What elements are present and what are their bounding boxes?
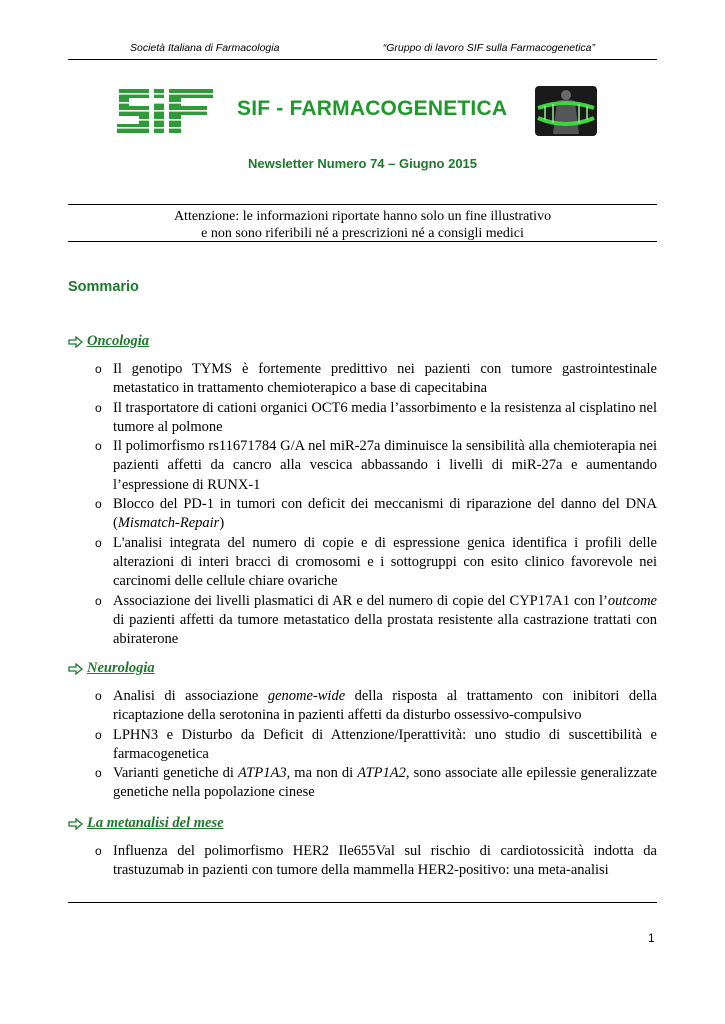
arrow-right-icon [68,663,84,675]
sif-logo [117,89,213,133]
newsletter-number: Newsletter Numero 74 – Giugno 2015 [247,156,478,171]
page-title: SIF - FARMACOGENETICA [237,97,508,120]
footer-rule [68,902,657,903]
section-title: Oncologia [87,333,150,349]
section-oncologia [68,333,657,649]
disclaimer-line-1: Attenzione: le informazioni riportate hanno solo un fine illustrativo [173,209,552,224]
notice-top-rule [68,204,657,205]
arrow-right-icon [68,818,84,830]
dna-figure-icon [535,86,597,136]
summary-heading: Sommario [68,279,139,295]
section-heading-neurologia[interactable] [68,660,657,677]
list-item: o Associazione dei livelli plasmatici di AR e del numero di copie del CYP17A1 con l’outcome di pazienti affetti da tumore metastatico della prostata resistente alla castrazione trattati con abiraterone [95,592,657,648]
section-heading-metanalisi[interactable] [68,815,657,832]
list-metanalisi [68,842,657,881]
notice-bottom-rule [68,241,657,242]
list-oncologia [68,360,657,649]
header-society: Società Italiana di Farmacologia [130,42,280,54]
page-number: 1 [648,931,655,945]
disclaimer-line-2: e non sono riferibili né a prescrizioni né a consigli medici [201,226,524,241]
disclaimer [68,208,657,242]
list-item: o Varianti genetiche di ATP1A3, ma non di ATP1A2, sono associate alle epilessie generalizzate genetiche nella popolazione cinese [95,765,657,801]
list-item: o Il polimorfismo rs11671784 G/A nel miR-27a diminuisce la sensibilità alla chemioterapia nei pazienti affetti da cancro alla vescica abbassando i livelli di miR-27a e aumentando l’espressione di RUNX-1 [95,438,657,493]
list-item: o Influenza del polimorfismo HER2 Ile655Val sul rischio di cardiotossicità indotta da trastuzumab in pazienti con tumore della mammella HER2-positivo: una meta-analisi [95,843,657,879]
section-heading-oncologia[interactable] [68,333,657,350]
list-item: o LPHN3 e Disturbo da Deficit di Attenzione/Iperattività: uno studio di suscettibilità e farmacogenetica [95,726,657,762]
header-rule [68,59,657,60]
section-neurologia [68,660,657,803]
list-item: o Il genotipo TYMS è fortemente predittivo nei pazienti con tumore gastrointestinale metastatico in trattamento chemioterapico a base di capecitabina [95,361,657,397]
arrow-right-icon [68,336,84,348]
list-item: o Blocco del PD-1 in tumori con deficit dei meccanismi di riparazione del danno del DNA (Mismatch-Repair) [95,496,657,532]
list-item: o Analisi di associazione genome-wide della risposta al trattamento con inibitori della ricaptazione della serotonina in pazienti affetti da disturbo ossessivo-compulsivo [95,688,657,724]
list-neurologia [68,687,657,803]
header-group: “Gruppo di lavoro SIF sulla Farmacogenetica” [382,42,595,54]
list-item: o L'analisi integrata del numero di copie e di espressione genica identifica i profili delle alterazioni di interi bracci di cromosomi e i sottogruppi con esito clinico favorevole nei carcinomi delle cellule chiare ovariche [95,534,657,590]
section-metanalisi [68,815,657,881]
list-item: o Il trasportatore di cationi organici OCT6 media l’assorbimento e la resistenza al cisplatino nel tumore al polmone [95,399,657,435]
section-title: Neurologia [87,660,155,676]
section-title: La metanalisi del mese [87,815,224,831]
